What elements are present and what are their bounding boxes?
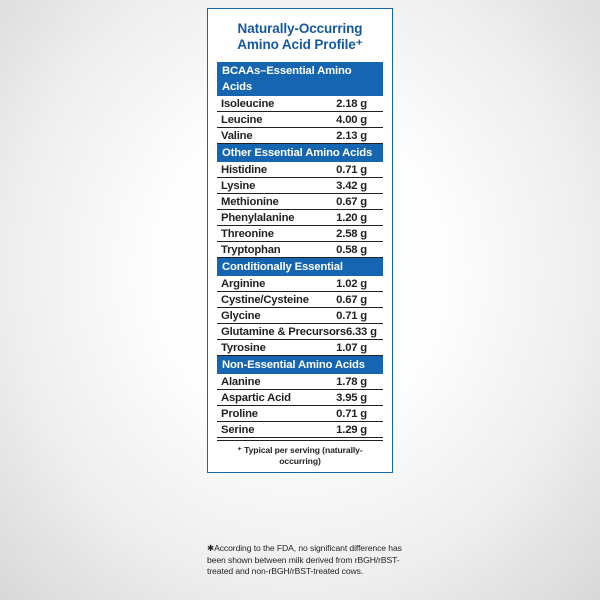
amino-acid-name: Threonine bbox=[221, 228, 274, 240]
amino-acid-name: Glycine bbox=[221, 310, 261, 322]
amino-acid-amount: 1.02 g bbox=[336, 278, 367, 290]
amino-acid-amount: 1.07 g bbox=[336, 342, 367, 354]
amino-acid-name: Aspartic Acid bbox=[221, 392, 291, 404]
amino-acid-amount: 2.18 g bbox=[336, 98, 367, 110]
table-row bbox=[217, 242, 383, 258]
footnote: ⁺ Typical per serving (naturally-occurring) bbox=[217, 440, 383, 466]
table-row bbox=[217, 374, 383, 390]
table-row bbox=[217, 390, 383, 406]
table-row bbox=[217, 308, 383, 324]
amino-acid-name: Isoleucine bbox=[221, 98, 275, 110]
amino-acid-name: Arginine bbox=[221, 278, 266, 290]
amino-acid-name: Leucine bbox=[221, 114, 263, 126]
disclaimer-text: ✱According to the FDA, no significant difference has been shown between milk derived from rBGH/rBST-treated and non-rBGH/rBST-treated cows. bbox=[207, 543, 402, 576]
table-row bbox=[217, 422, 383, 438]
table-row bbox=[217, 276, 383, 292]
table-row bbox=[217, 112, 383, 128]
amino-acid-amount: 3.42 g bbox=[336, 180, 367, 192]
amino-acid-section bbox=[217, 356, 383, 438]
amino-acid-amount: 4.00 g bbox=[336, 114, 367, 126]
amino-acid-name: Alanine bbox=[221, 376, 261, 388]
amino-acid-amount: 6.33 g bbox=[345, 326, 377, 338]
section-rows bbox=[217, 96, 383, 144]
table-row bbox=[217, 210, 383, 226]
amino-acid-name: Histidine bbox=[221, 164, 267, 176]
table-row bbox=[217, 178, 383, 194]
amino-acid-section bbox=[217, 62, 383, 144]
amino-acid-amount: 0.71 g bbox=[336, 164, 367, 176]
table-row bbox=[217, 128, 383, 144]
amino-acid-name: Tryptophan bbox=[221, 244, 281, 256]
table-row bbox=[217, 406, 383, 422]
table-row bbox=[217, 226, 383, 242]
amino-acid-name: Tyrosine bbox=[221, 342, 266, 354]
amino-acid-amount: 0.67 g bbox=[336, 196, 367, 208]
amino-acid-profile-panel bbox=[207, 8, 393, 473]
amino-acid-amount: 0.71 g bbox=[336, 310, 367, 322]
section-rows bbox=[217, 374, 383, 438]
amino-acid-name: Cystine/Cysteine bbox=[221, 294, 309, 306]
amino-acid-name: Proline bbox=[221, 408, 258, 420]
amino-acid-name: Serine bbox=[221, 424, 255, 436]
amino-acid-section bbox=[217, 144, 383, 258]
section-rows bbox=[217, 162, 383, 258]
section-heading: BCAAs–Essential Amino Acids bbox=[217, 62, 383, 96]
table-row bbox=[217, 324, 383, 340]
amino-acid-amount: 1.78 g bbox=[336, 376, 367, 388]
section-heading: Non-Essential Amino Acids bbox=[217, 356, 383, 374]
sections-container bbox=[217, 62, 383, 438]
amino-acid-name: Phenylalanine bbox=[221, 212, 295, 224]
section-heading: Conditionally Essential bbox=[217, 258, 383, 276]
table-row bbox=[217, 292, 383, 308]
amino-acid-amount: 1.29 g bbox=[336, 424, 367, 436]
page-title: Naturally-Occurring Amino Acid Profile⁺ bbox=[237, 21, 363, 52]
amino-acid-amount: 3.95 g bbox=[336, 392, 367, 404]
amino-acid-name: Methionine bbox=[221, 196, 279, 208]
section-rows bbox=[217, 276, 383, 356]
amino-acid-amount: 0.58 g bbox=[336, 244, 367, 256]
amino-acid-name: Lysine bbox=[221, 180, 256, 192]
amino-acid-amount: 1.20 g bbox=[336, 212, 367, 224]
amino-acid-name: Valine bbox=[221, 130, 253, 142]
table-row bbox=[217, 162, 383, 178]
amino-acid-name: Glutamine & Precursors bbox=[221, 326, 346, 338]
amino-acid-section bbox=[217, 258, 383, 356]
amino-acid-amount: 2.13 g bbox=[336, 130, 367, 142]
table-row bbox=[217, 340, 383, 356]
section-heading: Other Essential Amino Acids bbox=[217, 144, 383, 162]
amino-acid-amount: 2.58 g bbox=[336, 228, 367, 240]
amino-acid-amount: 0.67 g bbox=[336, 294, 367, 306]
table-row bbox=[217, 194, 383, 210]
amino-acid-amount: 0.71 g bbox=[336, 408, 367, 420]
table-row bbox=[217, 96, 383, 112]
